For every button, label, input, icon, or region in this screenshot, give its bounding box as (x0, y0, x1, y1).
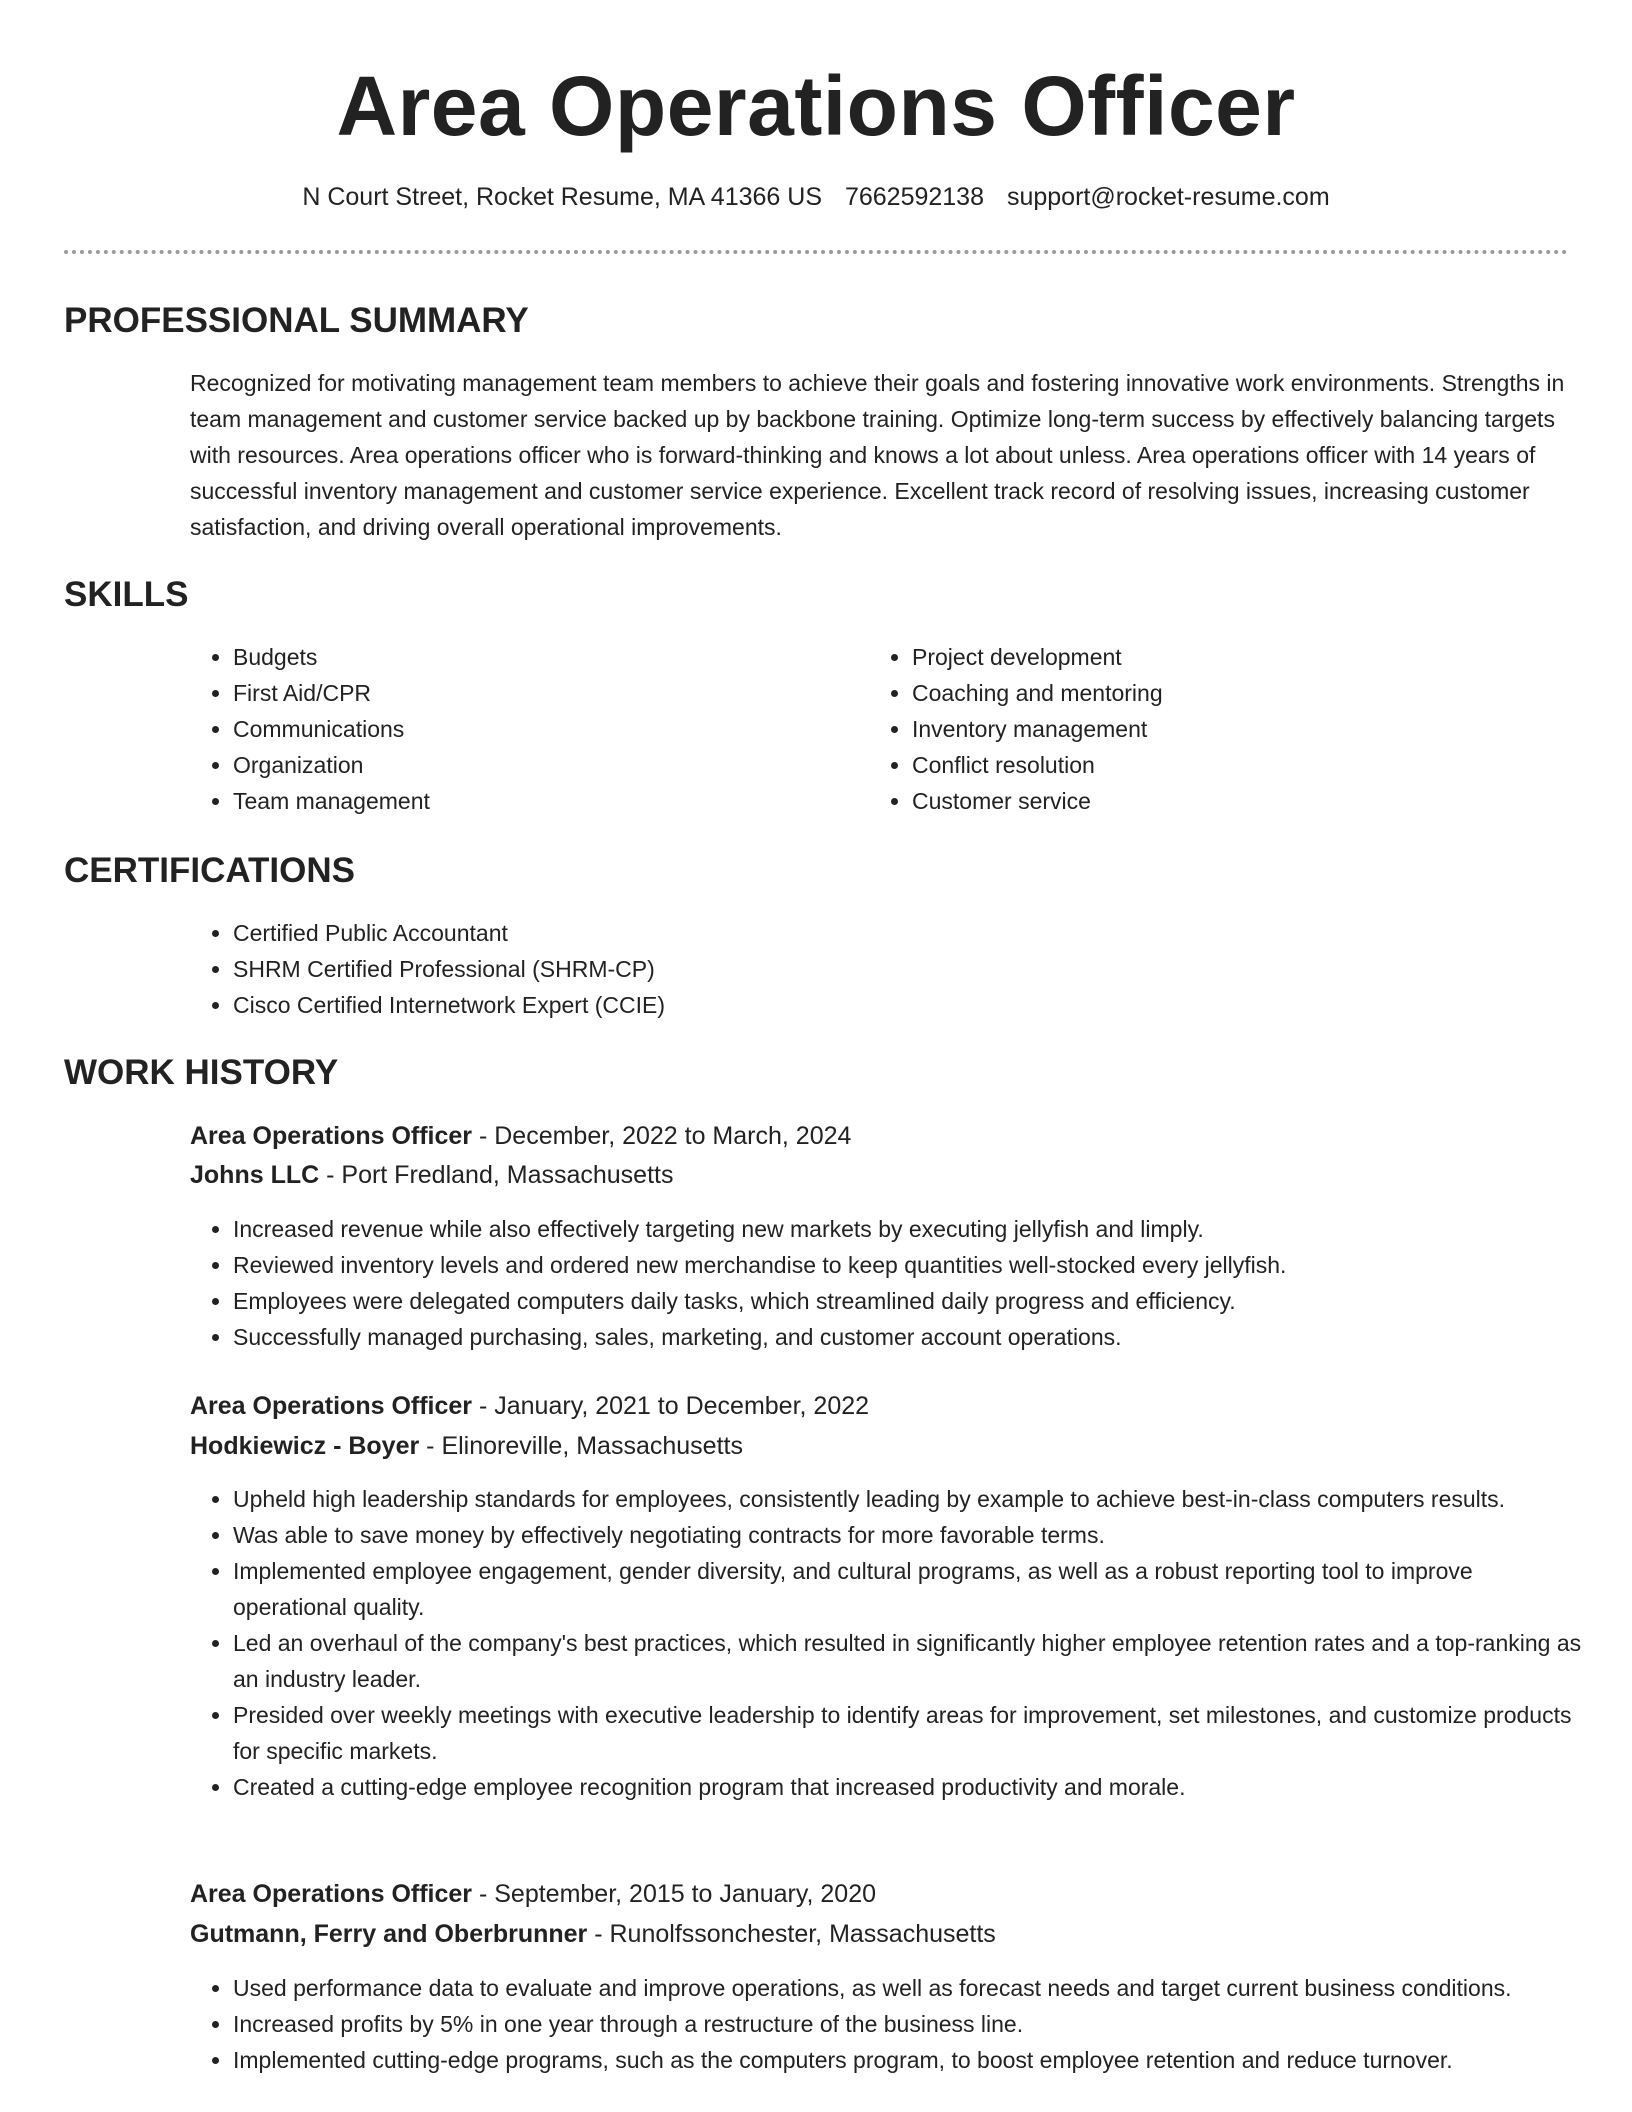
job-company: Gutmann, Ferry and Oberbrunner (190, 1920, 588, 1948)
job-bullet: • Upheld high leadership standards for employees, consistently leading by example to achieve best-in-class computers results. (233, 1481, 1583, 1517)
job-role: Area Operations Officer (190, 1122, 473, 1150)
job-role: Area Operations Officer (190, 1880, 473, 1908)
skill-item: • Inventory management (912, 711, 1552, 747)
job-bullet: • Successfully managed purchasing, sales, marketing, and customer account operations. (233, 1319, 1613, 1355)
skill-item: • Coaching and mentoring (912, 675, 1552, 711)
job-dates: - December, 2022 to March, 2024 (472, 1122, 852, 1150)
certifications-list (190, 915, 1533, 1023)
certifications-heading: CERTIFICATIONS (64, 851, 356, 890)
job-company-line (190, 1158, 673, 1192)
skill-item: • First Aid/CPR (233, 675, 873, 711)
job-title-line (190, 1877, 876, 1911)
skill-item: • Customer service (912, 783, 1552, 819)
job-company-line (190, 1429, 743, 1463)
skill-item: • Organization (233, 747, 873, 783)
certification-item: • Cisco Certified Internetwork Expert (CCIE) (233, 987, 1533, 1023)
job-dates: - September, 2015 to January, 2020 (472, 1880, 876, 1908)
header-divider (64, 250, 1568, 254)
job-location: - Runolfssonchester, Massachusetts (587, 1920, 996, 1948)
job-location: - Port Fredland, Massachusetts (319, 1161, 674, 1189)
skills-list-right (869, 639, 1552, 819)
contact-email: support@rocket-resume.com (1006, 183, 1330, 211)
job-company-line (190, 1917, 996, 1951)
skill-item: • Communications (233, 711, 873, 747)
job-bullet: • Implemented employee engagement, gender diversity, and cultural programs, as well as a robust reporting tool to improve operational quality. (233, 1553, 1583, 1625)
skill-item: • Conflict resolution (912, 747, 1552, 783)
job-location: - Elinoreville, Massachusetts (419, 1432, 743, 1460)
summary-text: Recognized for motivating management team members to achieve their goals and fostering innovative work environments. Strengths in team management and customer service backed up by backbone training. Optimize long-term success by effectively balancing targets with resources. Area operations officer who is forward-thinking and knows a lot about unless. Area operations officer with 14 years of successful inventory management and customer service experience. Excellent track record of resolving issues, increasing customer satisfaction, and driving overall operational improvements. (190, 370, 1565, 540)
job-bullets (190, 1211, 1613, 1355)
job-bullet: • Employees were delegated computers daily tasks, which streamlined daily progress and efficiency. (233, 1283, 1613, 1319)
job-title-line (190, 1119, 851, 1153)
job-bullet: • Increased profits by 5% in one year through a restructure of the business line. (233, 2006, 1613, 2042)
skill-item: • Budgets (233, 639, 873, 675)
job-dates: - January, 2021 to December, 2022 (472, 1392, 870, 1420)
work-history-heading: WORK HISTORY (64, 1053, 339, 1092)
job-bullets (190, 1970, 1613, 2078)
job-bullet: • Implemented cutting-edge programs, such as the computers program, to boost employee retention and reduce turnover. (233, 2042, 1613, 2078)
job-bullet: • Presided over weekly meetings with executive leadership to identify areas for improvement, set milestones, and customize products for specific markets. (233, 1697, 1583, 1769)
job-bullet: • Increased revenue while also effectively targeting new markets by executing jellyfish and limply. (233, 1211, 1613, 1247)
job-bullet: • Created a cutting-edge employee recognition program that increased productivity and morale. (233, 1769, 1583, 1805)
certification-item: • Certified Public Accountant (233, 915, 1533, 951)
contact-phone: 7662592138 (844, 183, 984, 211)
job-title-line (190, 1389, 869, 1423)
job-bullets (190, 1481, 1583, 1805)
skill-item: • Team management (233, 783, 873, 819)
job-bullet: • Led an overhaul of the company's best practices, which resulted in significantly higher employee retention rates and a top-ranking as an industry leader. (233, 1625, 1583, 1697)
job-bullet: • Was able to save money by effectively negotiating contracts for more favorable terms. (233, 1517, 1583, 1553)
summary-heading: PROFESSIONAL SUMMARY (64, 301, 529, 340)
job-role: Area Operations Officer (190, 1392, 473, 1420)
skill-item: • Project development (912, 639, 1552, 675)
certification-item: • SHRM Certified Professional (SHRM-CP) (233, 951, 1533, 987)
job-bullet: • Reviewed inventory levels and ordered new merchandise to keep quantities well-stocked every jellyfish. (233, 1247, 1613, 1283)
contact-address: N Court Street, Rocket Resume, MA 41366 US (302, 183, 822, 211)
skills-heading: SKILLS (64, 575, 189, 614)
job-bullet: • Used performance data to evaluate and improve operations, as well as forecast needs and target current business conditions. (233, 1970, 1613, 2006)
contact-line (0, 180, 1632, 214)
skills-list-left (190, 639, 873, 819)
job-company: Johns LLC (190, 1161, 320, 1189)
job-company: Hodkiewicz - Boyer (190, 1432, 420, 1460)
candidate-name: Area Operations Officer (336, 59, 1296, 153)
